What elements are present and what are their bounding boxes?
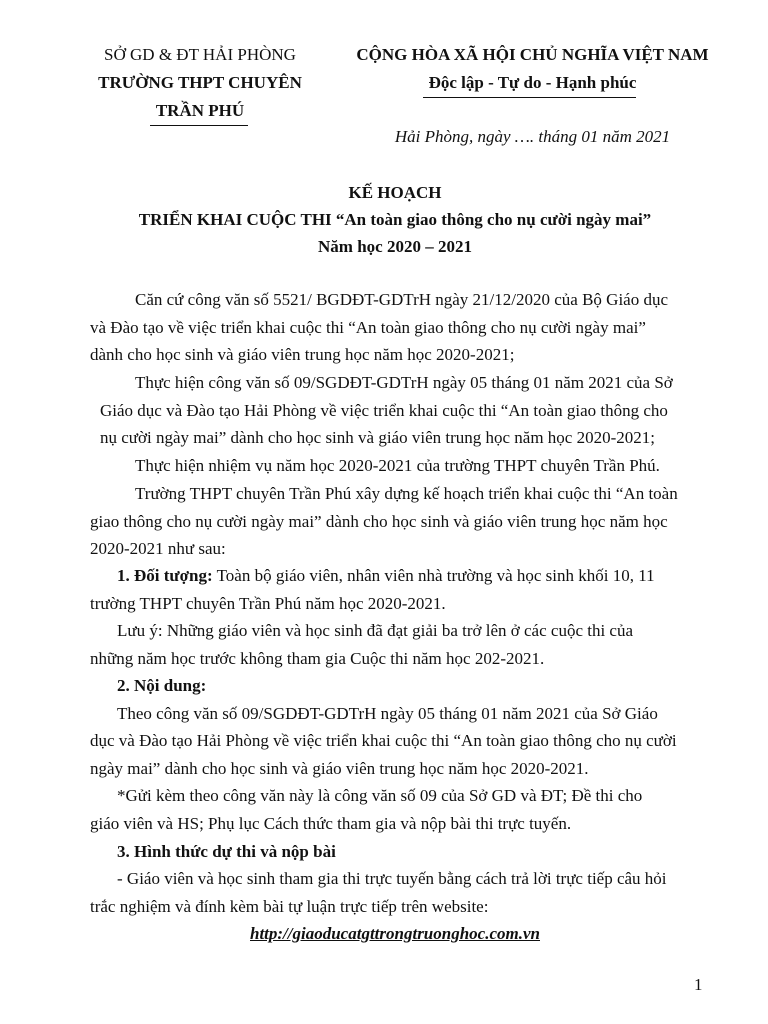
page-number: 1	[694, 975, 703, 994]
para-4-line-2: giao thông cho nụ cười ngày mai” dành cho học sinh và giáo viên trung học năm học	[90, 512, 668, 531]
doc-subtitle: TRIỂN KHAI CUỘC THI “An toàn giao thông cho nụ cười ngày mai”	[138, 210, 652, 229]
note-line-2: những năm học trước không tham gia Cuộc thi năm học 202-2021.	[90, 649, 545, 668]
header-school-line2: TRẦN PHÚ	[155, 101, 245, 120]
doc-title: KẾ HOẠCH	[348, 183, 442, 202]
para-1-line-3: dành cho học sinh và giáo viên trung học năm học 2020-2021;	[90, 345, 515, 364]
section-2-heading: 2. Nội dung:	[117, 676, 207, 695]
header-motto-underline	[423, 97, 636, 98]
header-date: Hải Phòng, ngày …. tháng 01 năm 2021	[394, 127, 671, 146]
note-line-1: Lưu ý: Những giáo viên và học sinh đã đạt giải ba trở lên ở các cuộc thi của	[117, 621, 634, 640]
para-2-line-3: nụ cười ngày mai” dành cho học sinh và giáo viên trung học năm học 2020-2021;	[100, 428, 655, 447]
header-school-line1: TRƯỜNG THPT CHUYÊN	[98, 73, 302, 92]
para-2-line-1: Thực hiện công văn số 09/SGDĐT-GDTrH ngày 05 tháng 01 năm 2021 của Sở	[135, 373, 673, 392]
header-republic: CỘNG HÒA XÃ HỘI CHỦ NGHĨA VIỆT NAM	[356, 45, 709, 64]
section-2-line-3: ngày mai” dành cho học sinh và giáo viên trung học năm học 2020-2021.	[90, 759, 589, 778]
doc-school-year: Năm học 2020 – 2021	[318, 237, 472, 256]
section-3-heading: 3. Hình thức dự thi và nộp bài	[117, 842, 336, 861]
section-1-heading: 1. Đối tượng:	[117, 566, 213, 585]
header-left-underline	[150, 125, 248, 126]
website-link[interactable]: http://giaoducatgttrongtruonghoc.com.vn	[250, 924, 540, 943]
section-2-line-2: dục và Đào tạo Hải Phòng về việc triển khai cuộc thi “An toàn giao thông cho nụ cười	[90, 731, 677, 750]
para-1-line-1: Căn cứ công văn số 5521/ BGDĐT-GDTrH ngày 21/12/2020 của Bộ Giáo dục	[135, 290, 669, 309]
section-1-text: Toàn bộ giáo viên, nhân viên nhà trường và học sinh khối 10, 11	[212, 566, 655, 585]
section-3-line-1: - Giáo viên và học sinh tham gia thi trực tuyến bằng cách trả lời trực tiếp câu hỏi	[117, 869, 667, 888]
para-1-line-2: và Đào tạo về việc triển khai cuộc thi “An toàn giao thông cho nụ cười ngày mai”	[90, 318, 646, 337]
attachment-line-2: giáo viên và HS; Phụ lục Cách thức tham gia và nộp bài thi trực tuyến.	[90, 814, 572, 833]
header-department: SỞ GD & ĐT HẢI PHÒNG	[104, 45, 296, 64]
section-1-line-2: trường THPT chuyên Trần Phú năm học 2020-2021.	[90, 594, 446, 613]
section-2-line-1: Theo công văn số 09/SGDĐT-GDTrH ngày 05 tháng 01 năm 2021 của Sở Giáo	[117, 704, 658, 723]
para-4-line-1: Trường THPT chuyên Trần Phú xây dựng kế hoạch triển khai cuộc thi “An toàn	[135, 484, 678, 503]
section-1-line-1	[117, 566, 655, 586]
para-3-line-1: Thực hiện nhiệm vụ năm học 2020-2021 của trường THPT chuyên Trần Phú.	[135, 456, 660, 475]
section-3-line-2: trắc nghiệm và đính kèm bài tự luận trực tiếp trên website:	[90, 897, 489, 916]
para-2-line-2: Giáo dục và Đào tạo Hải Phòng về việc triển khai cuộc thi “An toàn giao thông cho	[100, 401, 668, 420]
header-motto: Độc lập - Tự do - Hạnh phúc	[428, 73, 637, 92]
attachment-line-1: *Gửi kèm theo công văn này là công văn số 09 của Sở GD và ĐT; Đề thi cho	[117, 786, 643, 805]
para-4-line-3: 2020-2021 như sau:	[90, 539, 226, 558]
